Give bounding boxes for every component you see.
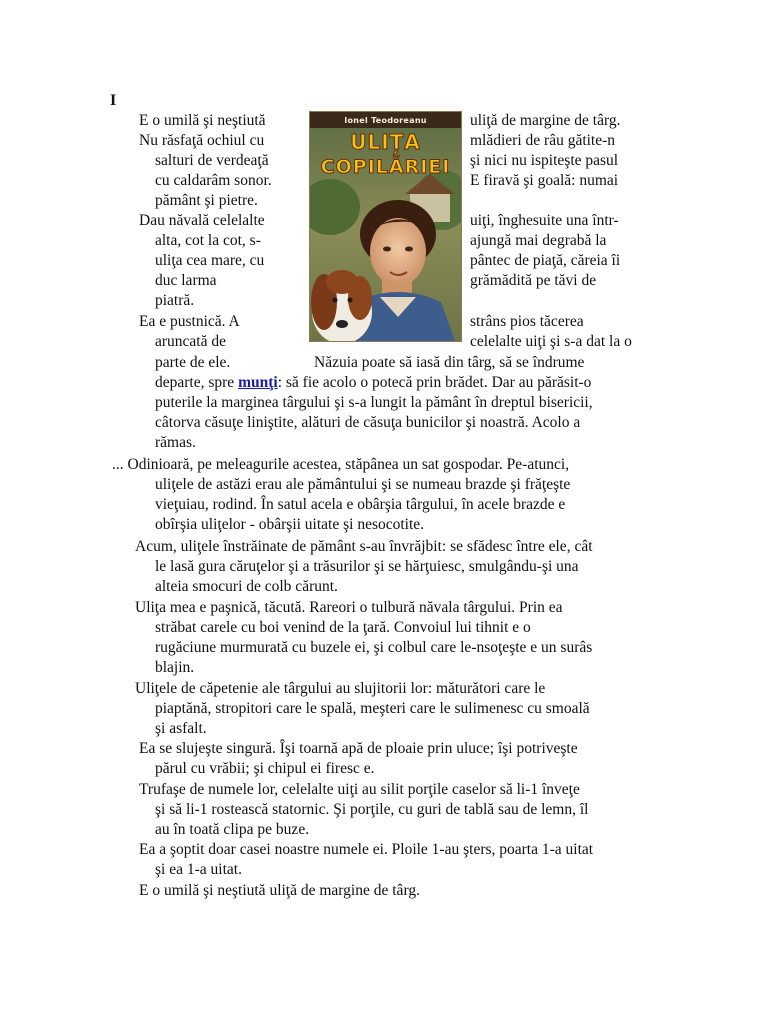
text-line: uliţă de margine de târg.	[470, 112, 621, 129]
text-line: E firavă şi goală: numai	[470, 172, 619, 189]
text-line: câtorva căsuţe liniştite, alături de căsuţa bunicilor şi noastră. Acolo a	[155, 414, 581, 431]
text-line: uliţele de astăzi erau ale pământului şi se numeau brazde şi frăţeşte	[155, 476, 571, 493]
text-line: Uliţa mea e paşnică, tăcută. Rareori o tulbură năvala târgului. Prin ea	[135, 599, 563, 616]
text-line: pământ şi pietre.	[155, 192, 258, 209]
text-line: grămădită pe tăvi de	[470, 272, 597, 289]
text-line: ... Odinioară, pe meleagurile acestea, stăpânea un sat gospodar. Pe-atunci,	[112, 456, 570, 473]
text-line: rămas.	[155, 434, 196, 451]
text-line: duc larma	[155, 272, 217, 289]
text-line: piatră.	[155, 292, 195, 309]
text-line: cu caldarâm sonor.	[155, 172, 272, 189]
text-line: şi nici nu ispiteşte pasul	[470, 152, 619, 169]
text-line: Trufaşe de numele lor, celelalte uiţi au silit porţile caselor să li-1 înveţe	[139, 781, 580, 798]
text-line: pântec de piaţă, căreia îi	[470, 252, 621, 269]
text-line: Ea e pustnică. A	[139, 313, 240, 330]
book-cover-image	[309, 111, 462, 342]
text-line: parte de ele.	[155, 354, 231, 371]
text-line: şi ea 1-a uitat.	[155, 861, 242, 878]
text-line: E o umilă şi neştiută	[139, 112, 266, 129]
cover-title-line1: ULIȚA	[350, 130, 421, 154]
text-line: alta, cot la cot, s-	[155, 232, 261, 249]
text-line: celelalte uiţi şi s-a dat la o	[470, 333, 632, 350]
text-line: şi asfalt.	[155, 720, 207, 737]
text-line: şi să li-1 rostească statornic. Şi porţile, cu guri de tablă sau de lemn, îl	[155, 801, 589, 818]
chapter-number: I	[110, 92, 117, 109]
text-line: aruncată de	[155, 333, 226, 350]
cover-author: Ionel Teodoreanu	[344, 116, 427, 125]
text-line: ajungă mai degrabă la	[470, 232, 607, 249]
text-line: puterile la marginea târgului şi s-a lungit la pământ în dreptul bisericii,	[155, 394, 593, 411]
text-line: străbat carele cu boi venind de la ţară. Convoiul lui tihnit e o	[155, 619, 531, 636]
text-line: Dau năvală celelalte	[139, 212, 265, 229]
text-line: Ea a şoptit doar casei noastre numele ei. Ploile 1-au şters, poarta 1-a uitat	[139, 841, 594, 858]
text-line: vieţuiau, rodind. În satul acela e obârşia târgului, în acele brazde e	[155, 496, 566, 513]
text-line: Nu răsfaţă ochiul cu	[139, 132, 265, 149]
text-segment: : să fie acolo o potecă prin brădet. Dar au părăsit-o	[277, 374, 592, 391]
text-line: Acum, uliţele înstrăinate de pământ s-au învrăjbit: se sfădesc între ele, cât	[135, 538, 593, 555]
text-line: părul cu vrăbii; şi chipul ei firesc e.	[155, 760, 375, 777]
text-line: piaptănă, stropitori care le spală, meşteri care le sulimenesc cu smoală	[155, 700, 590, 717]
text-line: le lasă gura căruţelor şi a trăsurilor şi se hărţuiesc, smulgându-şi una	[155, 558, 579, 575]
text-segment: departe, spre	[155, 374, 239, 391]
text-line: Ea se slujeşte singură. Îşi toarnă apă de ploaie prin uluce; îşi potriveşte	[139, 740, 578, 757]
cover-title-line2: COPILĂRIEI	[320, 156, 451, 178]
text-line: rugăciune murmurată cu buzele ei, şi colbul care le-nsoţeşte e un surâs	[155, 639, 593, 656]
text-line: alteia smocuri de colb cărunt.	[155, 578, 338, 595]
text-line: uliţa cea mare, cu	[155, 252, 265, 269]
text-line: mlădieri de râu gătite-n	[470, 132, 616, 149]
text-line: au în toată clipa pe buze.	[155, 821, 310, 838]
text-line: E o umilă şi neştiută uliţă de margine de târg.	[139, 882, 420, 899]
text-line: Năzuia poate să iasă din târg, să se îndrume	[314, 354, 585, 371]
munti-link[interactable]: munţi	[238, 374, 278, 391]
text-line: obîrşia uliţelor - obârşii uitate şi nesocotite.	[155, 516, 425, 533]
text-line: blajin.	[155, 659, 195, 676]
text-line: Uliţele de căpetenie ale târgului au slujitorii lor: măturători care le	[135, 680, 546, 697]
text-line: strâns pios tăcerea	[470, 313, 584, 330]
text-line: salturi de verdeaţă	[155, 152, 269, 169]
text-line	[155, 373, 591, 393]
text-line: uiţi, înghesuite una într-	[470, 212, 619, 229]
